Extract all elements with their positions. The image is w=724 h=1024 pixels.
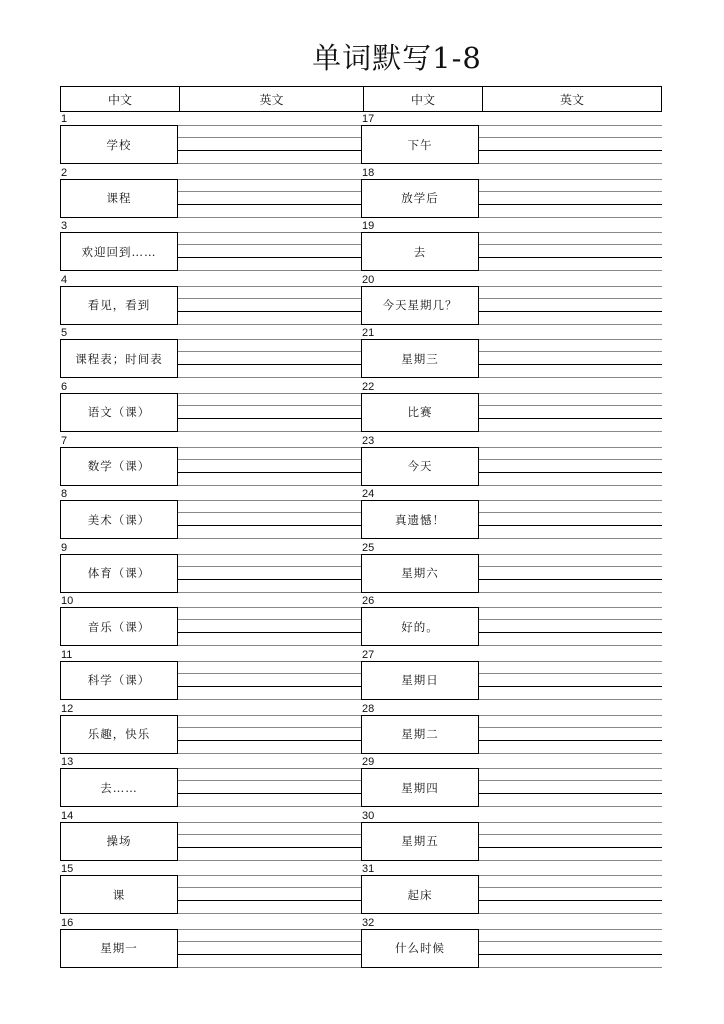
writing-line [479, 405, 662, 406]
writing-line [178, 860, 361, 861]
writing-line [178, 875, 361, 876]
word-entry [60, 434, 361, 488]
right-column [361, 112, 662, 970]
header-chinese-left: 中文 [61, 87, 180, 111]
writing-line [479, 244, 662, 245]
word-entry [361, 862, 662, 916]
writing-line [479, 834, 662, 835]
english-writing-lines[interactable] [178, 393, 361, 432]
writing-line [479, 339, 662, 340]
writing-line [479, 860, 662, 861]
writing-line [479, 686, 662, 687]
chinese-word: 真遗憾！ [361, 500, 479, 539]
writing-line [479, 311, 662, 312]
writing-line [479, 727, 662, 728]
english-writing-lines[interactable] [178, 715, 361, 754]
entry-number: 2 [61, 166, 68, 179]
writing-line [479, 351, 662, 352]
entry-number: 23 [362, 434, 375, 447]
worksheet-body [60, 112, 662, 970]
writing-line [178, 339, 361, 340]
writing-line [178, 447, 361, 448]
word-entry [361, 166, 662, 220]
writing-line [178, 244, 361, 245]
entry-number: 5 [61, 327, 68, 340]
writing-line [178, 847, 361, 848]
entry-number: 32 [362, 916, 375, 929]
entry-number: 26 [362, 595, 375, 608]
entry-number: 13 [61, 756, 74, 769]
word-entry [361, 648, 662, 702]
chinese-word: 语文（课） [60, 393, 178, 432]
writing-line [479, 619, 662, 620]
writing-line [178, 768, 361, 769]
chinese-word: 星期六 [361, 554, 479, 593]
writing-line [178, 163, 361, 164]
english-writing-lines[interactable] [178, 607, 361, 646]
chinese-word: 星期一 [60, 929, 178, 968]
writing-line [479, 472, 662, 473]
entry-number: 14 [61, 809, 74, 822]
writing-line [479, 125, 662, 126]
entry-number: 19 [362, 220, 375, 233]
entry-number: 12 [61, 702, 74, 715]
writing-line [479, 512, 662, 513]
writing-line [479, 900, 662, 901]
english-writing-lines[interactable] [178, 929, 361, 968]
entry-number: 3 [61, 220, 68, 233]
writing-line [178, 579, 361, 580]
entry-number: 18 [362, 166, 375, 179]
chinese-word: 星期五 [361, 822, 479, 861]
word-entry [60, 594, 361, 648]
writing-line [178, 619, 361, 620]
writing-line [178, 686, 361, 687]
writing-line [479, 485, 662, 486]
chinese-word: 课 [60, 875, 178, 914]
writing-line [178, 137, 361, 138]
word-entry [361, 380, 662, 434]
english-writing-lines[interactable] [479, 447, 662, 486]
entry-number: 11 [61, 648, 73, 661]
writing-line [479, 500, 662, 501]
writing-line [178, 431, 361, 432]
writing-line [178, 500, 361, 501]
word-entry [361, 219, 662, 273]
english-writing-lines[interactable] [479, 929, 662, 968]
chinese-word: 今天星期几？ [361, 286, 479, 325]
entry-number: 7 [61, 434, 68, 447]
english-writing-lines[interactable] [178, 500, 361, 539]
writing-line [178, 150, 361, 151]
writing-line [178, 954, 361, 955]
writing-line [479, 780, 662, 781]
english-writing-lines[interactable] [178, 768, 361, 807]
writing-line [178, 887, 361, 888]
word-entry [60, 326, 361, 380]
chinese-word: 音乐（课） [60, 607, 178, 646]
writing-line [479, 929, 662, 930]
writing-line [479, 418, 662, 419]
word-entry [60, 166, 361, 220]
chinese-word: 起床 [361, 875, 479, 914]
writing-line [178, 929, 361, 930]
entry-number: 31 [362, 863, 375, 876]
writing-line [479, 913, 662, 914]
english-writing-lines[interactable] [479, 715, 662, 754]
chinese-word: 数学（课） [60, 447, 178, 486]
writing-line [479, 554, 662, 555]
writing-line [178, 645, 361, 646]
chinese-word: 星期二 [361, 715, 479, 754]
writing-line [178, 485, 361, 486]
english-writing-lines[interactable] [178, 286, 361, 325]
writing-line [178, 270, 361, 271]
writing-line [479, 673, 662, 674]
word-entry [361, 487, 662, 541]
writing-line [479, 967, 662, 968]
writing-line [479, 431, 662, 432]
writing-line [479, 699, 662, 700]
header-english-right: 英文 [559, 92, 584, 107]
word-entry [60, 648, 361, 702]
word-entry [361, 594, 662, 648]
entry-number: 8 [61, 488, 68, 501]
entry-number: 25 [362, 541, 375, 554]
word-entry [60, 541, 361, 595]
writing-line [479, 941, 662, 942]
writing-line [178, 740, 361, 741]
writing-line [178, 592, 361, 593]
writing-line [178, 257, 361, 258]
english-writing-lines[interactable] [178, 447, 361, 486]
entry-number: 24 [362, 488, 375, 501]
english-writing-lines[interactable] [178, 661, 361, 700]
writing-line [178, 204, 361, 205]
writing-line [479, 632, 662, 633]
word-entry [361, 273, 662, 327]
writing-line [479, 232, 662, 233]
writing-line [178, 525, 361, 526]
chinese-word: 学校 [60, 125, 178, 164]
chinese-word: 欢迎回到…… [60, 232, 178, 271]
word-entry [60, 273, 361, 327]
chinese-word: 星期日 [361, 661, 479, 700]
english-writing-lines[interactable] [479, 125, 662, 164]
chinese-word: 看见，看到 [60, 286, 178, 325]
chinese-word: 操场 [60, 822, 178, 861]
entry-number: 29 [362, 756, 375, 769]
table-header [60, 86, 662, 112]
writing-line [479, 270, 662, 271]
entry-number: 1 [61, 113, 68, 125]
english-writing-lines[interactable] [479, 554, 662, 593]
word-entry [361, 702, 662, 756]
page-title: 单词默写1-8 [312, 41, 482, 75]
chinese-word: 去…… [60, 768, 178, 807]
word-entry [361, 809, 662, 863]
word-entry [60, 809, 361, 863]
writing-line [479, 645, 662, 646]
chinese-word: 什么时候 [361, 929, 479, 968]
writing-line [479, 822, 662, 823]
english-writing-lines[interactable] [479, 822, 662, 861]
writing-line [479, 538, 662, 539]
word-entry [361, 434, 662, 488]
word-entry [60, 487, 361, 541]
writing-line [479, 847, 662, 848]
writing-line [178, 364, 361, 365]
english-writing-lines[interactable] [178, 339, 361, 378]
word-entry [361, 112, 662, 166]
writing-line [178, 538, 361, 539]
writing-line [479, 579, 662, 580]
writing-line [178, 377, 361, 378]
english-writing-lines[interactable] [479, 768, 662, 807]
writing-line [178, 418, 361, 419]
writing-line [479, 257, 662, 258]
word-entry [60, 862, 361, 916]
writing-line [178, 232, 361, 233]
chinese-word: 比赛 [361, 393, 479, 432]
writing-line [479, 887, 662, 888]
writing-line [178, 941, 361, 942]
writing-line [178, 393, 361, 394]
writing-line [479, 163, 662, 164]
writing-line [178, 727, 361, 728]
writing-line [479, 191, 662, 192]
writing-line [178, 566, 361, 567]
word-entry [60, 219, 361, 273]
writing-line [178, 753, 361, 754]
english-writing-lines[interactable] [479, 500, 662, 539]
writing-line [479, 740, 662, 741]
writing-line [178, 191, 361, 192]
writing-line [178, 715, 361, 716]
english-writing-lines[interactable] [479, 232, 662, 271]
writing-line [479, 875, 662, 876]
writing-line [479, 459, 662, 460]
english-writing-lines[interactable] [178, 125, 361, 164]
writing-line [178, 125, 361, 126]
writing-line [479, 954, 662, 955]
chinese-word: 今天 [361, 447, 479, 486]
entry-number: 4 [61, 273, 68, 286]
writing-line [178, 780, 361, 781]
english-writing-lines[interactable] [479, 393, 662, 432]
writing-line [479, 661, 662, 662]
writing-line [178, 913, 361, 914]
word-entry [361, 541, 662, 595]
word-entry [60, 112, 361, 166]
writing-line [178, 324, 361, 325]
writing-line [479, 447, 662, 448]
entry-number: 21 [362, 327, 375, 340]
writing-line [479, 298, 662, 299]
writing-line [178, 806, 361, 807]
writing-line [479, 607, 662, 608]
writing-line [178, 673, 361, 674]
writing-line [479, 525, 662, 526]
word-entry [361, 755, 662, 809]
writing-line [479, 393, 662, 394]
chinese-word: 课程表；时间表 [60, 339, 178, 378]
writing-line [479, 217, 662, 218]
writing-line [479, 377, 662, 378]
chinese-word: 下午 [361, 125, 479, 164]
writing-line [479, 592, 662, 593]
header-chinese-right: 中文 [364, 87, 483, 111]
writing-line [479, 753, 662, 754]
writing-line [178, 699, 361, 700]
english-writing-lines[interactable] [479, 286, 662, 325]
left-column [60, 112, 361, 970]
writing-line [178, 554, 361, 555]
chinese-word: 乐趣，快乐 [60, 715, 178, 754]
writing-line [178, 822, 361, 823]
writing-line [479, 150, 662, 151]
chinese-word: 星期四 [361, 768, 479, 807]
english-writing-lines[interactable] [178, 554, 361, 593]
word-entry [60, 916, 361, 970]
writing-line [178, 834, 361, 835]
english-writing-lines[interactable] [479, 179, 662, 218]
writing-line [479, 364, 662, 365]
entry-number: 10 [61, 595, 74, 608]
writing-line [479, 324, 662, 325]
entry-number: 22 [362, 380, 375, 393]
english-writing-lines[interactable] [178, 179, 361, 218]
entry-number: 16 [61, 916, 74, 929]
header-english-left: 英文 [180, 87, 364, 111]
word-entry [60, 380, 361, 434]
entry-number: 15 [61, 863, 74, 876]
word-entry [361, 326, 662, 380]
english-writing-lines[interactable] [178, 232, 361, 271]
chinese-word: 体育（课） [60, 554, 178, 593]
entry-number: 30 [362, 809, 375, 822]
entry-number: 9 [61, 541, 68, 554]
english-writing-lines[interactable] [479, 607, 662, 646]
writing-line [178, 459, 361, 460]
writing-line [178, 351, 361, 352]
english-writing-lines[interactable] [178, 875, 361, 914]
writing-line [178, 900, 361, 901]
writing-line [178, 179, 361, 180]
chinese-word: 放学后 [361, 179, 479, 218]
entry-number: 20 [362, 273, 375, 286]
writing-line [479, 768, 662, 769]
writing-line [479, 137, 662, 138]
word-entry [361, 916, 662, 970]
entry-number: 28 [362, 702, 375, 715]
entry-number: 17 [362, 113, 375, 125]
writing-line [479, 806, 662, 807]
english-writing-lines[interactable] [479, 339, 662, 378]
writing-line [479, 179, 662, 180]
writing-line [178, 661, 361, 662]
writing-line [479, 793, 662, 794]
chinese-word: 科学（课） [60, 661, 178, 700]
entry-number: 6 [61, 380, 68, 393]
word-entry [60, 702, 361, 756]
word-entry [60, 755, 361, 809]
entry-number: 27 [362, 648, 375, 661]
writing-line [178, 512, 361, 513]
writing-line [479, 204, 662, 205]
english-writing-lines[interactable] [479, 661, 662, 700]
chinese-word: 星期三 [361, 339, 479, 378]
writing-line [178, 405, 361, 406]
english-writing-lines[interactable] [178, 822, 361, 861]
writing-line [178, 298, 361, 299]
chinese-word: 好的。 [361, 607, 479, 646]
chinese-word: 去 [361, 232, 479, 271]
writing-line [178, 607, 361, 608]
writing-line [178, 286, 361, 287]
writing-line [479, 286, 662, 287]
chinese-word: 课程 [60, 179, 178, 218]
writing-line [479, 566, 662, 567]
writing-line [479, 715, 662, 716]
writing-line [178, 217, 361, 218]
chinese-word: 美术（课） [60, 500, 178, 539]
writing-line [178, 472, 361, 473]
writing-line [178, 793, 361, 794]
writing-line [178, 311, 361, 312]
english-writing-lines[interactable] [479, 875, 662, 914]
writing-line [178, 632, 361, 633]
writing-line [178, 967, 361, 968]
